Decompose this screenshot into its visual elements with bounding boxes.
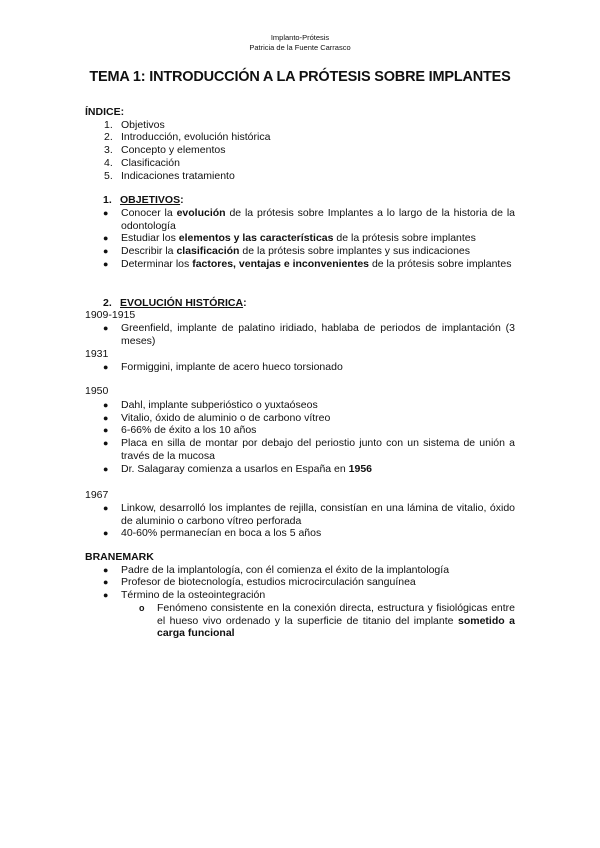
bullet-icon: ● <box>103 564 109 575</box>
circle-bullet-icon: o <box>139 602 145 613</box>
item-text: Formiggini, implante de acero hueco torsionado <box>121 361 343 373</box>
item-bold: sometido a carga funcional <box>157 614 515 640</box>
list-item <box>85 412 515 425</box>
list-item <box>85 589 515 602</box>
item-text: de la prótesis sobre Implantes a lo largo de la historia de la odontología <box>121 207 515 232</box>
item-text: Greenfield, implante de palatino iridiado, hablaba de periodos de implantación (3 meses) <box>121 322 515 347</box>
item-text: Dahl, implante subperióstico o yuxtaóseos <box>121 399 318 411</box>
bullet-icon: ● <box>103 362 109 372</box>
item-bold: clasificación <box>176 245 240 258</box>
item-text: de la prótesis sobre implantes y sus indicaciones <box>239 245 471 258</box>
objetivos-heading <box>103 194 184 206</box>
sub-list-item <box>85 602 515 640</box>
bullet-icon: ● <box>103 463 109 474</box>
item-text: Término de la osteointegración <box>121 589 266 602</box>
item-bold: 1956 <box>348 462 372 475</box>
index-item-label: Clasificación <box>121 156 180 169</box>
list-item <box>85 564 515 577</box>
header-line-1: Implanto-Prótesis <box>270 33 330 42</box>
bullet-icon: ● <box>103 412 109 423</box>
period-list <box>85 361 515 374</box>
item-text: 40-60% permanecían en boca a los 5 años <box>121 527 322 540</box>
index-list <box>85 119 515 183</box>
index-item-label: Introducción, evolución histórica <box>121 131 271 144</box>
list-item <box>85 361 515 374</box>
header-line-2: Patricia de la Fuente Carrasco <box>249 43 351 52</box>
section-label: EVOLUCIÓN HISTÓRICA <box>120 297 244 309</box>
item-text: Dr. Salagaray comienza a usarlos en España en <box>121 462 349 475</box>
section-number: 2. <box>103 297 112 309</box>
item-bold: elementos y las características <box>178 232 334 245</box>
index-item-label: Objetivos <box>121 118 165 131</box>
index-item-number: 4. <box>104 156 113 169</box>
item-text: Placa en silla de montar por debajo del periostio junto con un sistema de unión a través de la mucosa <box>121 437 515 462</box>
period-list-block <box>85 502 515 540</box>
list-item <box>85 437 515 462</box>
item-text: Conocer la <box>121 207 177 219</box>
item-text: Determinar los <box>121 257 193 270</box>
period-list <box>85 322 515 347</box>
section-colon: : <box>180 194 184 206</box>
branemark-section <box>85 551 515 640</box>
period-list <box>85 399 515 475</box>
branemark-heading: BRANEMARK <box>85 551 154 563</box>
list-item <box>85 424 515 437</box>
branemark-list <box>85 564 515 602</box>
objetivos-list <box>85 207 515 271</box>
index-item-number: 5. <box>104 169 113 182</box>
list-item <box>85 463 515 476</box>
section-number: 1. <box>103 194 112 206</box>
list-item <box>85 245 515 258</box>
bullet-icon: ● <box>103 246 109 257</box>
list-item <box>85 207 515 232</box>
index-item <box>85 131 515 144</box>
index-item-number: 1. <box>104 118 113 131</box>
index-section <box>85 106 515 182</box>
item-text: de la prótesis sobre implantes <box>333 232 476 245</box>
item-text: de la prótesis sobre implantes <box>369 257 512 270</box>
list-item <box>85 258 515 271</box>
index-item-label: Concepto y elementos <box>121 144 226 157</box>
bullet-icon: ● <box>103 438 109 449</box>
period-list <box>85 502 515 540</box>
item-text: Padre de la implantología, con él comienza el éxito de la implantología <box>121 563 450 576</box>
year-label: 1931 <box>85 348 109 360</box>
index-item-label: Indicaciones tratamiento <box>121 169 235 182</box>
item-bold: factores, ventajas e inconvenientes <box>192 257 370 270</box>
item-text: Vitalio, óxido de aluminio o de carbono vítreo <box>121 411 331 424</box>
period-list-block <box>85 399 515 475</box>
section-label: OBJETIVOS <box>120 194 181 206</box>
index-heading: ÍNDICE: <box>85 106 125 118</box>
index-item <box>85 170 515 183</box>
bullet-icon: ● <box>103 233 109 244</box>
list-item <box>85 502 515 527</box>
year-label: 1909-1915 <box>85 309 136 321</box>
item-text: Linkow, desarrolló los implantes de rejilla, consistían en una lámina de vitalio, óxido de aluminio o carbono vítreo perforada <box>121 502 515 527</box>
index-item <box>85 119 515 132</box>
bullet-icon: ● <box>103 400 109 410</box>
bullet-icon: ● <box>103 503 109 513</box>
item-text: Fenómeno consistente en la conexión directa, estructura y fisiológicas entre el hueso vivo ordenado y la superficie de titanio del implante <box>157 601 515 627</box>
index-item-number: 3. <box>104 144 113 157</box>
objetivos-list-block <box>85 207 515 271</box>
item-text: Describir la <box>121 245 177 258</box>
bullet-icon: ● <box>103 258 109 269</box>
period-list-block <box>85 361 515 374</box>
item-text: 6-66% de éxito a los 10 años <box>121 424 257 437</box>
index-item <box>85 157 515 170</box>
list-item <box>85 527 515 540</box>
period-list-block <box>85 322 515 347</box>
bullet-icon: ● <box>103 577 109 588</box>
section-colon: : <box>243 297 247 309</box>
item-text: Profesor de biotecnología, estudios microcirculación sanguínea <box>121 576 416 589</box>
list-item <box>85 576 515 589</box>
year-label: 1950 <box>85 385 109 397</box>
bullet-icon: ● <box>103 323 109 333</box>
list-item <box>85 232 515 245</box>
bullet-icon: ● <box>103 590 109 601</box>
index-item <box>85 144 515 157</box>
year-label: 1967 <box>85 489 109 501</box>
branemark-sublist <box>85 602 515 640</box>
evolucion-heading <box>103 297 247 309</box>
item-text: Estudiar los <box>121 232 179 245</box>
bullet-icon: ● <box>103 528 109 539</box>
page-title: TEMA 1: INTRODUCCIÓN A LA PRÓTESIS SOBRE IMPLANTES <box>89 69 511 85</box>
page-header <box>0 33 600 53</box>
list-item <box>85 322 515 347</box>
bullet-icon: ● <box>103 208 109 218</box>
index-item-number: 2. <box>104 131 113 144</box>
item-bold: evolución <box>176 207 226 219</box>
list-item <box>85 399 515 412</box>
bullet-icon: ● <box>103 425 109 436</box>
